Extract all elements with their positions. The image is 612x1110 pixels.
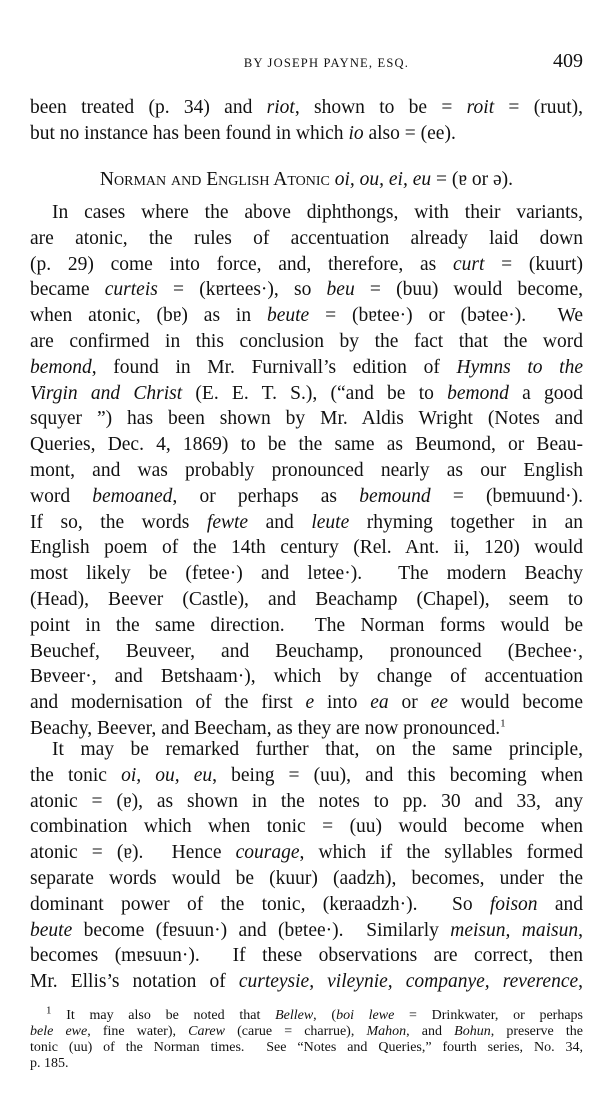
text-run: English poem of the 14th century (Rel. Ant. ii, 120) would [30, 537, 583, 559]
text-run: become (fɐsuun·) and (bɐtee·). Similarly [72, 919, 451, 941]
text-run: , fine water), [87, 1024, 189, 1039]
italic-text: beute [30, 919, 73, 941]
italic-text: bemond [447, 382, 509, 404]
italic-text: Mahon [366, 1024, 407, 1039]
italic-text: bemoaned [92, 485, 173, 507]
text-line [30, 561, 583, 587]
text-run: also = (ee). [363, 122, 456, 144]
text-line [30, 690, 583, 716]
italic-text: Bellew [275, 1008, 314, 1023]
footnote-marker: 1 [500, 717, 506, 730]
text-run: , found in Mr. Furnivall’s edition of [91, 356, 457, 378]
italic-text: curteysie, vileynie, companye, reverence [238, 971, 579, 993]
text-run: and modernisation of the first [30, 692, 306, 714]
text-run: atonic = (ɐ). Hence [30, 842, 236, 864]
text-run: = (ruut), [494, 97, 583, 118]
text-run: been treated (p. 34) and [30, 97, 267, 118]
italic-text: Virgin and Christ [30, 382, 183, 404]
text-run: are confirmed in this conclusion by the fact that the word [30, 330, 583, 352]
text-line [30, 226, 583, 252]
text-run: and [248, 511, 312, 533]
text-run: , ( [313, 1008, 337, 1023]
text-run: are atonic, the rules of accentuation already laid down [30, 227, 583, 249]
text-run: (p. 29) come into force, and, therefore, as [30, 253, 453, 275]
text-run: dominant power of the tonic, (kɐraadzh·). So [30, 893, 490, 915]
footnote-line [30, 1056, 583, 1072]
italic-text: e [305, 692, 315, 714]
italic-text: roit [466, 97, 495, 118]
text-line [30, 763, 583, 789]
text-run: word [30, 485, 93, 507]
text-line [30, 587, 583, 613]
italic-text: ea [370, 692, 389, 714]
text-line [30, 432, 583, 458]
text-run: = (buu) would become, [354, 279, 583, 301]
text-run: = (kɐrtees·), so [157, 279, 327, 301]
text-run: mont, and was probably pronounced nearly as our English [30, 459, 583, 481]
text-run: became [30, 279, 105, 301]
running-title: BY JOSEPH PAYNE, ESQ. [243, 56, 410, 70]
italic-text: fewte [206, 511, 249, 533]
text-line [30, 458, 583, 484]
text-run: (carue = charrue), [224, 1024, 367, 1039]
text-run: rhyming together in an [349, 511, 583, 533]
italic-text: io [348, 122, 364, 144]
text-line [30, 840, 583, 866]
text-run: a good [508, 382, 583, 404]
text-line [30, 484, 583, 510]
text-run: It may be remarked further that, on the same principle, [52, 739, 583, 760]
italic-text: bemond [30, 356, 92, 378]
italic-text: boi lewe [336, 1008, 395, 1023]
text-line [30, 200, 583, 226]
text-run: Beuchef, Beuveer, and Beuchamp, pronounced (Bɐchee·, [30, 640, 583, 662]
text-run: most likely be (fɐtee·) and lɐtee·). The modern Beachy [30, 563, 583, 585]
text-run: , or perhaps as [172, 485, 360, 507]
text-run: , being = (uu), and this becoming when [212, 764, 583, 786]
text-run: separate words would be (kuur) (aadzh), becomes, under the [30, 867, 583, 889]
text-run: = (bɐmuund·). [430, 485, 583, 507]
text-run: becomes (mɐsuun·). If these observations are correct, then [30, 945, 583, 967]
text-run: Mr. Ellis’s notation of [30, 971, 239, 993]
text-run: Queries, Dec. 4, 1869) to be the same as Beumond, or Beau- [30, 434, 583, 456]
text-run: Beachy, Beever, and Beecham, as they are now pronounced. [30, 717, 501, 739]
text-run: Norman and English Atonic [99, 169, 335, 190]
text-run: point in the same direction. The Norman forms would be [30, 614, 583, 636]
text-run: combination which when tonic = (uu) would become when [30, 816, 583, 838]
text-line [30, 737, 583, 763]
text-line [30, 866, 583, 892]
italic-text: oi, ou, eu [121, 764, 213, 786]
text-run: squyer ”) has been shown by Mr. Aldis Wright (Notes and [30, 408, 583, 430]
text-run: In cases where the above diphthongs, with their variants, [52, 202, 583, 223]
italic-text: beute [266, 305, 310, 327]
italic-text: Bohun [454, 1024, 491, 1039]
text-line [30, 121, 583, 147]
text-line [30, 406, 583, 432]
section-heading-wrap [30, 167, 583, 193]
text-line [30, 892, 583, 918]
text-line [30, 814, 583, 840]
italic-text: bemound [359, 485, 431, 507]
paragraph [30, 200, 583, 742]
text-run: = Drinkwater, or perhaps [394, 1008, 583, 1023]
italic-text: oi, ou, ei, eu [334, 169, 432, 190]
text-line [30, 355, 583, 381]
italic-text: Carew [188, 1024, 225, 1039]
italic-text: riot [266, 97, 295, 118]
text-run: would become [447, 692, 584, 714]
text-line [30, 95, 583, 121]
text-line [30, 252, 583, 278]
text-run: = (ɐ or ə). [431, 169, 514, 190]
text-run: , [578, 971, 583, 993]
italic-text: curteis [104, 279, 158, 301]
text-line [30, 789, 583, 815]
text-run: , preserve the [490, 1024, 583, 1039]
italic-text: ee [430, 692, 448, 714]
text-run: = (bɐtee·) or (bətee·). We [309, 305, 584, 327]
footnote-line [30, 1004, 583, 1024]
text-run: into [314, 692, 371, 714]
section-heading [30, 167, 583, 193]
text-run: but no instance has been found in which [30, 122, 349, 144]
page-number: 409 [553, 50, 583, 72]
text-run: , and [406, 1024, 455, 1039]
text-line [30, 613, 583, 639]
text-run: and [537, 893, 583, 915]
italic-text: foison [489, 893, 538, 915]
text-line [30, 303, 583, 329]
text-line [30, 664, 583, 690]
italic-text: leute [311, 511, 350, 533]
text-line [30, 969, 583, 995]
text-run: when atonic, (bɐ) as in [30, 305, 267, 327]
text-line [30, 277, 583, 303]
text-line [30, 329, 583, 355]
footnote-line [30, 1024, 583, 1040]
text-run: the tonic [30, 764, 122, 786]
italic-text: curt [452, 253, 485, 275]
text-line [30, 943, 583, 969]
text-run: , which if the syllables formed [299, 842, 583, 864]
text-run: = (kuurt) [484, 253, 583, 275]
text-run: tonic (uu) of the Norman times. See “Notes and Queries,” fourth series, No. 34, [30, 1040, 583, 1055]
italic-text: beu [326, 279, 355, 301]
text-run: If so, the words [30, 511, 207, 533]
text-run: Bɐveer·, and Bɐtshaam·), which by change of accentuation [30, 666, 583, 688]
text-run: , shown to be = [294, 97, 467, 118]
paragraph [30, 737, 583, 995]
italic-text: courage [235, 842, 300, 864]
page-header [30, 50, 583, 76]
text-run: , [578, 919, 584, 941]
italic-text: bele ewe [30, 1024, 88, 1039]
footnote [30, 1004, 583, 1072]
continued-paragraph [30, 95, 583, 147]
text-line [30, 510, 583, 536]
text-run: p. 185. [30, 1056, 69, 1071]
footnote-marker: 1 [46, 1004, 52, 1017]
text-run: (E. E. T. S.), (“and be to [182, 382, 448, 404]
text-line [30, 639, 583, 665]
text-run: or [388, 692, 431, 714]
italic-text: meisun, maisun [450, 919, 579, 941]
text-line [30, 381, 583, 407]
text-line [30, 535, 583, 561]
text-run: It may also be noted that [51, 1008, 276, 1023]
footnote-line [30, 1040, 583, 1056]
text-line [30, 918, 583, 944]
text-run: (Head), Beever (Castle), and Beachamp (Chapel), seem to [30, 588, 583, 610]
italic-text: Hymns to the [456, 356, 584, 378]
text-run: atonic = (ɐ), as shown in the notes to pp. 30 and 33, any [30, 790, 583, 812]
